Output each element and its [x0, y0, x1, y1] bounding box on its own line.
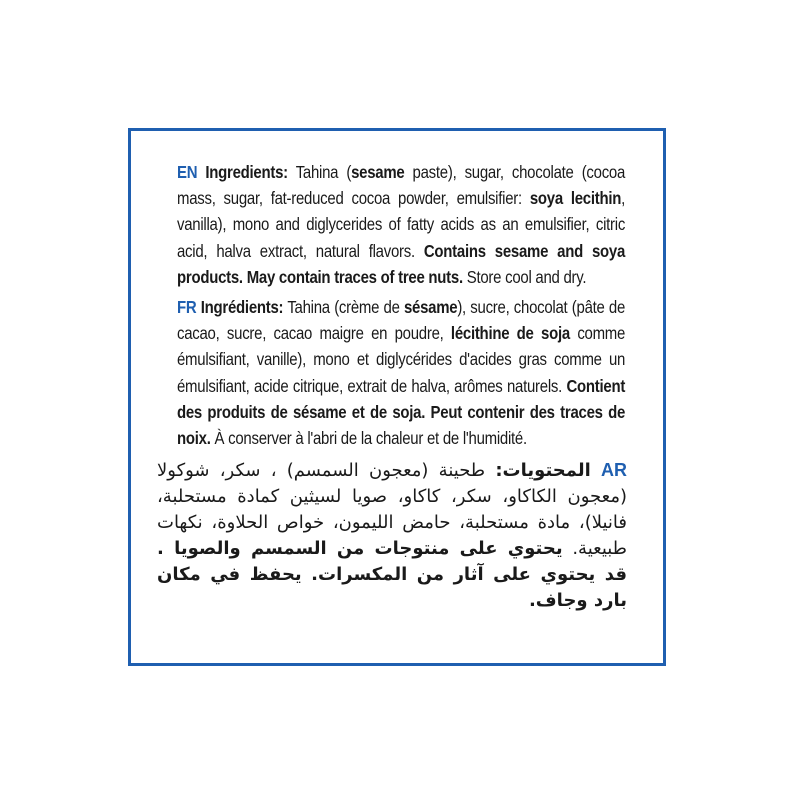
text-fr-1: Tahina (crème de [283, 297, 404, 318]
language-code-en: EN [177, 162, 198, 182]
ingredients-heading-en: Ingredients: [205, 162, 288, 182]
text-en-3: , vanilla), mono and diglycerides of fatty acids as an emulsifier, citric acid, halva extract, natural flavors. [177, 188, 626, 261]
language-code-fr: FR [177, 297, 197, 318]
allergen-warning-ar: يحتوي على منتوجات من السمسم والصويا . قد يحتوي على آثار من المكسرات. [157, 538, 627, 586]
ingredients-heading-fr: Ingrédients: [200, 297, 284, 318]
allergen-warning-en: Contains sesame and soya products. May contain traces of tree nuts. [177, 240, 626, 287]
ingredients-label-box [128, 128, 666, 666]
storage-ar: يحفظ في مكان بارد وجاف. [157, 564, 627, 612]
ingredients-heading-ar: المحتويات: [495, 460, 591, 482]
allergen-soya-fr: lécithine de soja [450, 323, 570, 344]
allergen-sesame-en: sesame [351, 162, 405, 182]
text-en-1: Tahina ( [287, 162, 352, 182]
text-fr-3: comme émulsifiant, vanille), mono et diglycérides d'acides gras comme un émulsifiant, acide citrique, extrait de halva, arômes naturels. [177, 323, 626, 396]
english-ingredients [177, 159, 625, 290]
storage-fr: À conserver à l'abri de la chaleur et de l'humidité. [210, 428, 527, 449]
arabic-ingredients [157, 457, 627, 614]
text-fr-2: ), sucre, chocolat (pâte de cacao, sucre, cacao maigre en poudre, [177, 297, 626, 344]
french-ingredients [177, 294, 625, 451]
language-code-ar: AR [601, 460, 627, 481]
storage-en: Store cool and dry. [462, 266, 587, 287]
allergen-warning-fr: Contient des produits de sésame et de soja. Peut contenir des traces de noix. [177, 375, 626, 449]
allergen-soya-en: soya lecithin [529, 188, 622, 209]
ingredients-content [157, 159, 628, 614]
allergen-sesame-fr: sésame [403, 297, 458, 318]
text-en-2: paste), sugar, chocolate (cocoa mass, sugar, fat-reduced cocoa powder, emulsifier: [177, 162, 626, 209]
text-ar-1: طحينة (معجون السمسم) ، سكر، شوكولا (معجون الكاكاو، سكر، كاكاو، صويا لسيثين كمادة مستحلبة، فانيلا)، مادة مستحلبة، حامض الليمون، خواص الحلاوة، نكهات طبيعية. [157, 460, 628, 560]
